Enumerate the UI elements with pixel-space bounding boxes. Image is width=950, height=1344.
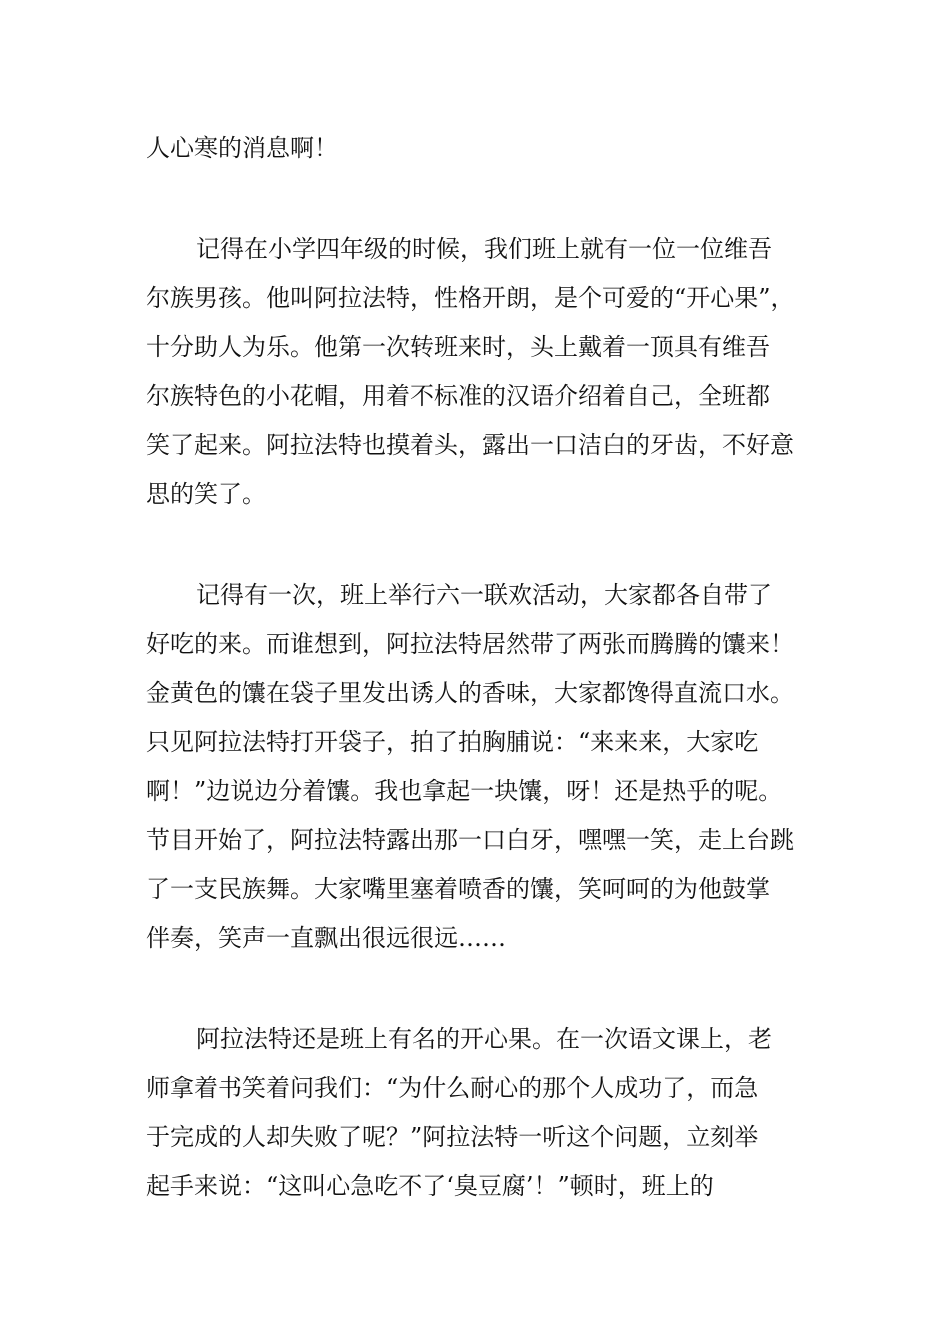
paragraph-line: 节目开始了，阿拉法特露出那一口白牙，嘿嘿一笑，走上台跳 (146, 826, 794, 854)
paragraph-line: 十分助人为乐。他第一次转班来时，头上戴着一顶具有维吾 (146, 333, 770, 361)
paragraph-line: 尔族特色的小花帽，用着不标准的汉语介绍着自己，全班都 (146, 382, 770, 410)
paragraph-line: 阿拉法特还是班上有名的开心果。在一次语文课上，老 (196, 1025, 772, 1053)
paragraph-line: 师拿着书笑着问我们：“为什么耐心的那个人成功了，而急 (146, 1074, 759, 1102)
paragraph-line: 金黄色的馕在袋子里发出诱人的香味，大家都馋得直流口水。 (146, 679, 794, 707)
paragraph-line: 伴奏，笑声一直飘出很远很远…… (146, 924, 506, 952)
paragraph-line: 于完成的人却失败了呢？”阿拉法特一听这个问题，立刻举 (146, 1123, 759, 1151)
paragraph-line: 好吃的来。而谁想到，阿拉法特居然带了两张而腾腾的馕来！ (146, 630, 794, 658)
paragraph-line: 啊！”边说边分着馕。我也拿起一块馕，呀！还是热乎的呢。 (146, 777, 783, 805)
paragraph-line: 记得在小学四年级的时候，我们班上就有一位一位维吾 (196, 235, 772, 263)
paragraph-line: 起手来说：“这叫心急吃不了‘臭豆腐’！”顿时，班上的 (146, 1172, 714, 1200)
paragraph-line: 了一支民族舞。大家嘴里塞着喷香的馕，笑呵呵的为他鼓掌 (146, 875, 770, 903)
paragraph-line: 思的笑了。 (146, 480, 266, 508)
paragraph-line: 人心寒的消息啊！ (146, 134, 338, 162)
paragraph-line: 记得有一次，班上举行六一联欢活动，大家都各自带了 (196, 581, 772, 609)
paragraph-line: 笑了起来。阿拉法特也摸着头，露出一口洁白的牙齿，不好意 (146, 431, 794, 459)
paragraph-line: 尔族男孩。他叫阿拉法特，性格开朗，是个可爱的“开心果”， (146, 284, 795, 312)
paragraph-line: 只见阿拉法特打开袋子，拍了拍胸脯说：“来来来，大家吃 (146, 728, 759, 756)
